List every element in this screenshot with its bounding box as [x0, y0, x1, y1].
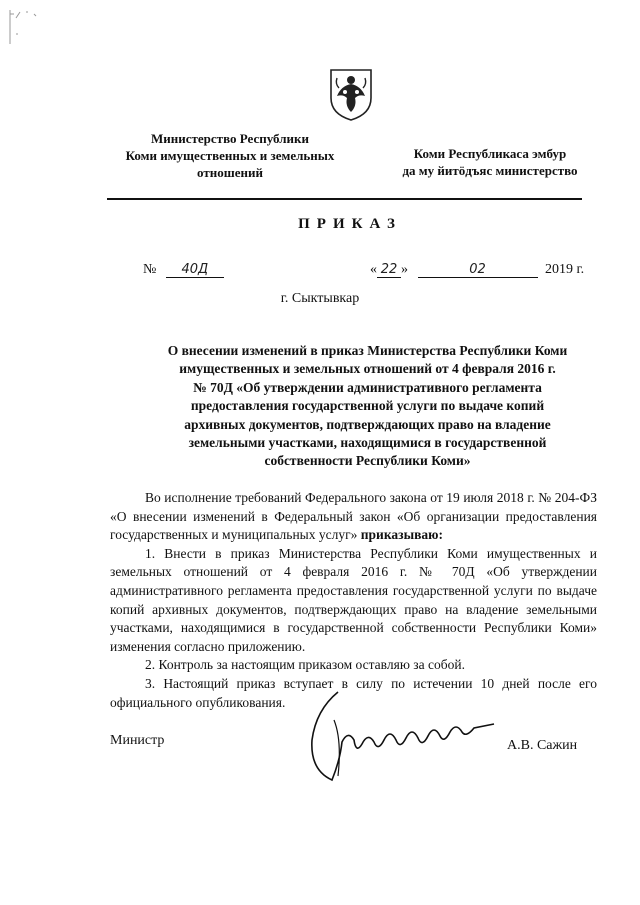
subject-line-6: земельными участками, находящимися в государственной — [188, 435, 547, 451]
org-ru-line-2: Коми имущественных и земельных — [125, 148, 335, 163]
subject-line-5: архивных документов, подтверждающих право на владение — [184, 416, 551, 432]
order-date-row — [370, 262, 584, 278]
subject-line-2: имущественных и земельных отношений от 4 февраля 2016 г. — [179, 361, 556, 377]
date-month-handwritten: 02 — [418, 262, 538, 278]
subject-line-7: собственности Республики Коми» — [264, 453, 471, 469]
date-open-quote: « — [370, 262, 377, 277]
signer-title: Министр — [110, 733, 165, 748]
date-close-quote: » — [401, 262, 408, 277]
handwritten-signature — [298, 680, 508, 790]
org-komi-line-2: да му йитӧдъяс министерство — [402, 163, 578, 178]
order-number-row — [143, 262, 224, 278]
signer-name: А.В. Сажин — [507, 738, 578, 753]
ministry-name-russian — [100, 130, 360, 181]
preamble-text: Во исполнение требований Федерального закона от 19 июля 2018 г. № 204-ФЗ «О внесении изменений в Федеральный закон «Об организации предоставления государственных и муниципальных услуг» — [110, 490, 597, 543]
org-ru-line-3: отношений — [197, 165, 263, 180]
subject-line-4: предоставления государственной услуги по выдаче копий — [190, 398, 545, 414]
item-1-paragraph: 1. Внести в приказ Министерства Республики Коми имущественных и земельных отношений от 4 февраля 2016 г. № 70Д «Об утверждении административного регламента предоставления государственной услуги по выдаче копий архивных документов, подтверждающих право на владение земельными участками, находящимися в государственной собственности Республики Коми» изменения согласно приложению. — [110, 545, 597, 654]
item-3-paragraph: 3. Настоящий приказ вступает в силу по истечении 10 дней после его официального опубликования. — [110, 675, 597, 710]
subject-line-3: № 70Д «Об утверждении административного регламента — [193, 379, 542, 395]
order-number-handwritten: 40Д — [166, 262, 224, 278]
date-year: 2019 г. — [545, 262, 585, 277]
scan-corner-mark — [6, 4, 46, 50]
org-komi-line-1: Коми Республикаса эмбур — [413, 146, 567, 161]
city-name: г. Сыктывкар — [280, 291, 360, 306]
date-day-handwritten: 22 — [377, 262, 401, 278]
preamble-directive: приказываю: — [360, 527, 443, 543]
subject-line-1: О внесении изменений в приказ Министерства Республики Коми — [167, 343, 568, 358]
item-2-paragraph: 2. Контроль за настоящим приказом оставляю за собой. — [145, 657, 465, 673]
coat-of-arms-emblem — [327, 66, 375, 122]
header-divider — [107, 198, 582, 200]
order-body — [110, 489, 597, 712]
number-sign: № — [143, 262, 157, 277]
org-ru-line-1: Министерство Республики — [151, 131, 309, 146]
document-title: ПРИКАЗ — [298, 216, 402, 232]
order-subject — [140, 342, 595, 471]
ministry-name-komi — [380, 145, 600, 179]
preamble-paragraph — [110, 489, 597, 545]
